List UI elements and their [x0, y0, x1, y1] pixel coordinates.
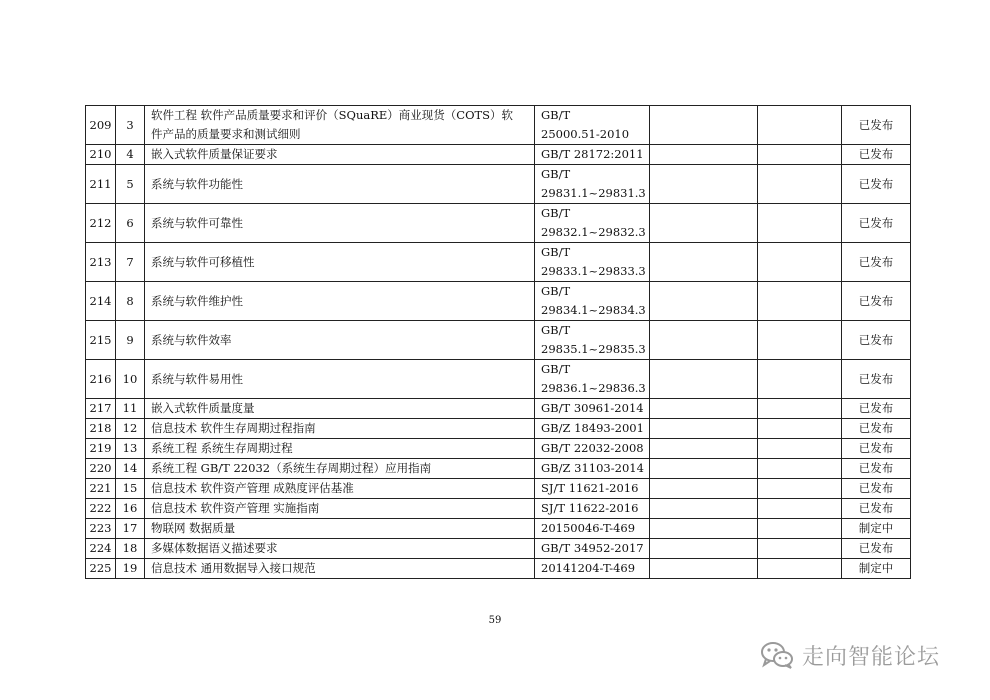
status-cell: 已发布 [842, 204, 911, 243]
cell-line: 多媒体数据语义描述要求 [151, 541, 278, 555]
standard-name [145, 106, 535, 145]
cell-line: 嵌入式软件质量度量 [151, 401, 255, 415]
table-row [86, 479, 911, 499]
blank-cell [650, 439, 758, 459]
row-sequence: 11 [116, 399, 145, 419]
cell-line: 系统与软件易用性 [151, 371, 243, 386]
cell-line: 系统工程 系统生存周期过程 [151, 441, 293, 455]
row-sequence: 8 [116, 282, 145, 321]
standard-name [145, 419, 535, 439]
row-sequence: 17 [116, 519, 145, 539]
blank-cell [650, 419, 758, 439]
cell-line: GB/T [541, 245, 571, 259]
blank-cell [758, 479, 842, 499]
cell-line: 系统与软件效率 [151, 332, 232, 347]
status-cell: 已发布 [842, 539, 911, 559]
cell-line: 物联网 数据质量 [151, 521, 236, 535]
row-index: 214 [86, 282, 116, 321]
table-row [86, 499, 911, 519]
table-row [86, 321, 911, 360]
standard-code [535, 321, 650, 360]
cell-line: 29832.1~29832.3 [541, 225, 646, 239]
table-row [86, 419, 911, 439]
blank-cell [758, 243, 842, 282]
standard-name [145, 321, 535, 360]
standards-table [85, 105, 911, 579]
cell-line: GB/T [541, 284, 571, 298]
standard-code [535, 559, 650, 579]
page-number: 59 [488, 615, 502, 626]
standard-name [145, 439, 535, 459]
blank-cell [758, 499, 842, 519]
standard-name [145, 282, 535, 321]
standard-code [535, 479, 650, 499]
blank-cell [758, 282, 842, 321]
row-sequence: 15 [116, 479, 145, 499]
row-index: 212 [86, 204, 116, 243]
table-row [86, 165, 911, 204]
cell-line: 信息技术 软件资产管理 实施指南 [151, 501, 320, 515]
standard-code [535, 360, 650, 399]
row-index: 222 [86, 499, 116, 519]
row-sequence: 7 [116, 243, 145, 282]
standard-code [535, 204, 650, 243]
blank-cell [758, 204, 842, 243]
blank-cell [650, 360, 758, 399]
cell-line: 29835.1~29835.3 [541, 342, 646, 356]
status-cell: 已发布 [842, 360, 911, 399]
standard-code [535, 459, 650, 479]
row-index: 224 [86, 539, 116, 559]
standard-name [145, 519, 535, 539]
row-index: 211 [86, 165, 116, 204]
row-sequence: 10 [116, 360, 145, 399]
blank-cell [758, 559, 842, 579]
table-row [86, 204, 911, 243]
status-cell: 已发布 [842, 419, 911, 439]
cell-line: GB/T 34952-2017 [541, 541, 644, 555]
status-cell: 已发布 [842, 479, 911, 499]
blank-cell [650, 399, 758, 419]
blank-cell [650, 282, 758, 321]
cell-line: GB/T [541, 362, 571, 376]
blank-cell [650, 165, 758, 204]
standard-name [145, 559, 535, 579]
status-cell: 已发布 [842, 165, 911, 204]
row-index: 223 [86, 519, 116, 539]
status-cell: 制定中 [842, 519, 911, 539]
cell-line: 29833.1~29833.3 [541, 264, 646, 278]
cell-line: SJ/T 11622-2016 [541, 501, 639, 515]
standard-name [145, 399, 535, 419]
table-row [86, 459, 911, 479]
cell-line: GB/T [541, 108, 571, 122]
table-row [86, 539, 911, 559]
cell-line: 系统与软件可移植性 [151, 254, 255, 269]
blank-cell [650, 479, 758, 499]
status-cell: 制定中 [842, 559, 911, 579]
row-index: 217 [86, 399, 116, 419]
cell-line: SJ/T 11621-2016 [541, 481, 639, 495]
blank-cell [650, 204, 758, 243]
row-sequence: 4 [116, 145, 145, 165]
standard-code [535, 145, 650, 165]
cell-line: 件产品的质量要求和测试细则 [151, 127, 301, 141]
blank-cell [650, 499, 758, 519]
blank-cell [758, 539, 842, 559]
cell-line: 29836.1~29836.3 [541, 381, 646, 395]
blank-cell [650, 321, 758, 360]
row-sequence: 9 [116, 321, 145, 360]
cell-line: 信息技术 软件生存周期过程指南 [151, 421, 316, 435]
standard-name [145, 145, 535, 165]
standard-code [535, 106, 650, 145]
cell-line: 29831.1~29831.3 [541, 186, 646, 200]
standard-name [145, 360, 535, 399]
blank-cell [758, 519, 842, 539]
standard-code [535, 282, 650, 321]
cell-line: 信息技术 通用数据导入接口规范 [151, 561, 316, 575]
standard-code [535, 439, 650, 459]
standard-code [535, 243, 650, 282]
cell-line: 20150046-T-469 [541, 521, 636, 535]
row-index: 213 [86, 243, 116, 282]
blank-cell [758, 165, 842, 204]
blank-cell [650, 519, 758, 539]
standard-name [145, 539, 535, 559]
cell-line: 嵌入式软件质量保证要求 [151, 147, 278, 161]
blank-cell [650, 559, 758, 579]
row-sequence: 13 [116, 439, 145, 459]
table-row [86, 145, 911, 165]
cell-line: GB/Z 18493-2001 [541, 421, 644, 435]
table-body [86, 106, 911, 579]
blank-cell [758, 419, 842, 439]
cell-line: GB/T [541, 167, 571, 181]
row-index: 209 [86, 106, 116, 145]
blank-cell [758, 360, 842, 399]
cell-line: GB/T 28172:2011 [541, 147, 644, 161]
table-row [86, 439, 911, 459]
standard-name [145, 479, 535, 499]
table-row [86, 243, 911, 282]
cell-line: 20141204-T-469 [541, 561, 636, 575]
row-index: 220 [86, 459, 116, 479]
cell-line: 系统工程 GB/T 22032（系统生存周期过程）应用指南 [151, 461, 432, 475]
status-cell: 已发布 [842, 106, 911, 145]
row-index: 221 [86, 479, 116, 499]
row-index: 215 [86, 321, 116, 360]
standard-name [145, 459, 535, 479]
blank-cell [758, 145, 842, 165]
cell-line: GB/T 30961-2014 [541, 401, 644, 415]
row-sequence: 6 [116, 204, 145, 243]
table-row [86, 559, 911, 579]
status-cell: 已发布 [842, 282, 911, 321]
standard-name [145, 165, 535, 204]
table-row [86, 282, 911, 321]
blank-cell [650, 539, 758, 559]
status-cell: 已发布 [842, 399, 911, 419]
watermark [760, 640, 940, 670]
row-sequence: 19 [116, 559, 145, 579]
blank-cell [650, 145, 758, 165]
standard-name [145, 204, 535, 243]
standard-code [535, 399, 650, 419]
watermark-text: 走向智能论坛 [802, 644, 941, 670]
wechat-icon [760, 640, 794, 670]
blank-cell [650, 243, 758, 282]
standard-name [145, 499, 535, 519]
cell-line: GB/Z 31103-2014 [541, 461, 644, 475]
blank-cell [758, 321, 842, 360]
standard-code [535, 539, 650, 559]
blank-cell [650, 106, 758, 145]
cell-line: 系统与软件可靠性 [151, 215, 243, 230]
row-sequence: 16 [116, 499, 145, 519]
cell-line: 29834.1~29834.3 [541, 303, 646, 317]
table-row [86, 519, 911, 539]
standard-code [535, 165, 650, 204]
cell-line: GB/T 22032-2008 [541, 441, 644, 455]
standard-code [535, 419, 650, 439]
cell-line: GB/T [541, 323, 571, 337]
row-index: 216 [86, 360, 116, 399]
row-sequence: 3 [116, 106, 145, 145]
cell-line: 系统与软件维护性 [151, 293, 243, 308]
blank-cell [758, 106, 842, 145]
cell-line: 25000.51-2010 [541, 127, 630, 141]
standard-code [535, 499, 650, 519]
row-sequence: 5 [116, 165, 145, 204]
status-cell: 已发布 [842, 499, 911, 519]
standard-name [145, 243, 535, 282]
table-row [86, 106, 911, 145]
row-sequence: 12 [116, 419, 145, 439]
cell-line: 系统与软件功能性 [151, 176, 243, 191]
status-cell: 已发布 [842, 439, 911, 459]
row-index: 210 [86, 145, 116, 165]
status-cell: 已发布 [842, 459, 911, 479]
status-cell: 已发布 [842, 243, 911, 282]
blank-cell [650, 459, 758, 479]
row-sequence: 14 [116, 459, 145, 479]
row-sequence: 18 [116, 539, 145, 559]
blank-cell [758, 439, 842, 459]
cell-line: 信息技术 软件资产管理 成熟度评估基准 [151, 481, 354, 495]
table-row [86, 399, 911, 419]
cell-line: GB/T [541, 206, 571, 220]
blank-cell [758, 399, 842, 419]
row-index: 225 [86, 559, 116, 579]
status-cell: 已发布 [842, 321, 911, 360]
table-row [86, 360, 911, 399]
blank-cell [758, 459, 842, 479]
status-cell: 已发布 [842, 145, 911, 165]
standard-code [535, 519, 650, 539]
row-index: 219 [86, 439, 116, 459]
cell-line: 软件工程 软件产品质量要求和评价（SQuaRE）商业现货（COTS）软 [151, 108, 514, 122]
row-index: 218 [86, 419, 116, 439]
